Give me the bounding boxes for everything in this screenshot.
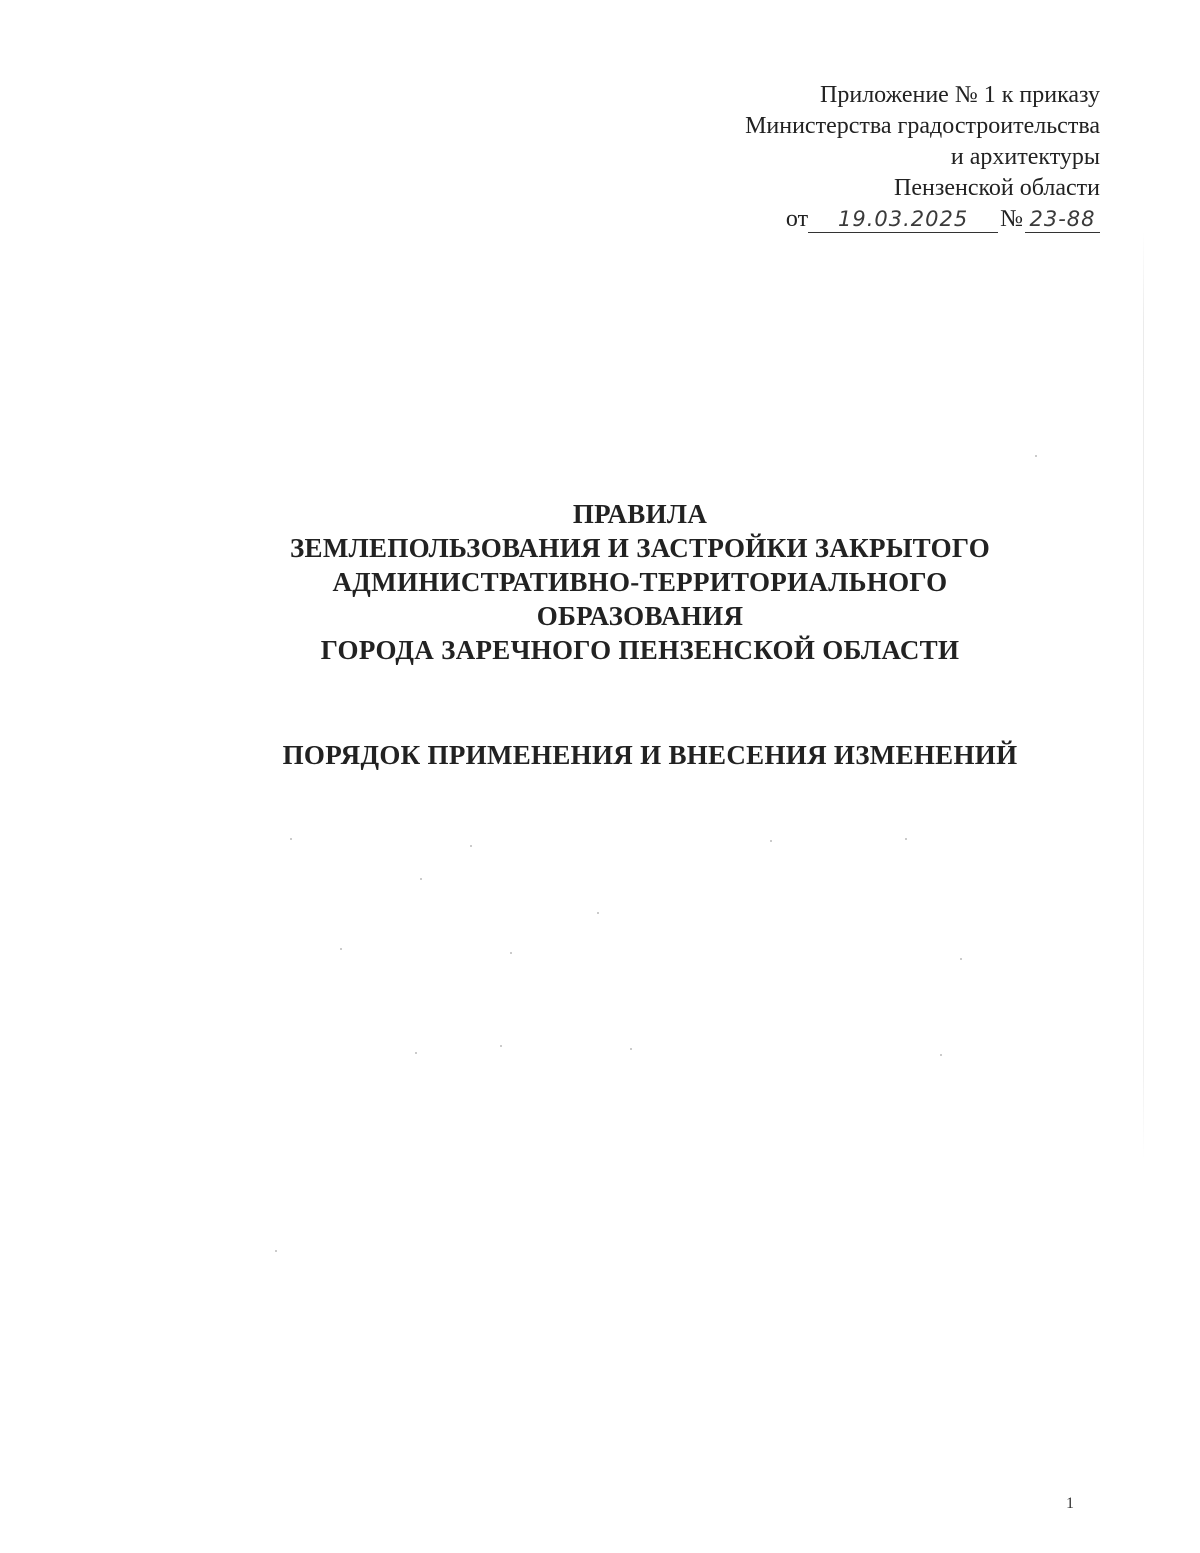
document-title [160, 497, 1120, 667]
appendix-line-1: Приложение № 1 к приказу [820, 82, 1100, 108]
page-number: 1 [1066, 1495, 1074, 1512]
appendix-line-2: Министерства градостроительства [745, 113, 1100, 139]
scan-speck [420, 878, 422, 880]
title-line-4: ОБРАЗОВАНИЯ [536, 601, 744, 631]
scan-speck [510, 952, 512, 954]
scan-speck [770, 840, 772, 842]
scan-speck [940, 1054, 942, 1056]
scan-speck [500, 1045, 502, 1047]
handwritten-date: 19.03.2025 [808, 206, 998, 233]
appendix-date-number-line [680, 204, 1100, 235]
scan-speck [415, 1052, 417, 1054]
title-line-2: ЗЕМЛЕПОЛЬЗОВАНИЯ И ЗАСТРОЙКИ ЗАКРЫТОГО [289, 533, 990, 563]
title-line-1: ПРАВИЛА [572, 499, 708, 529]
scan-speck [960, 958, 962, 960]
number-prefix: № [1000, 206, 1023, 232]
appendix-line-4: Пензенской области [894, 175, 1100, 201]
title-line-3: АДМИНИСТРАТИВНО-ТЕРРИТОРИАЛЬНОГО [332, 567, 948, 597]
scan-speck [470, 845, 472, 847]
scan-speck [630, 1048, 632, 1050]
date-prefix: от [785, 206, 809, 232]
handwritten-order-number: 23-88 [1025, 206, 1100, 233]
scan-edge-shadow [1143, 230, 1144, 1160]
scan-speck [1035, 455, 1037, 457]
scan-speck [597, 912, 599, 914]
scan-speck [905, 838, 907, 840]
scan-speck [290, 838, 292, 840]
appendix-header [680, 80, 1100, 235]
scan-speck [275, 1250, 277, 1252]
title-line-5: ГОРОДА ЗАРЕЧНОГО ПЕНЗЕНСКОЙ ОБЛАСТИ [320, 635, 960, 665]
scan-speck [340, 948, 342, 950]
document-subtitle: ПОРЯДОК ПРИМЕНЕНИЯ И ВНЕСЕНИЯ ИЗМЕНЕНИЙ [282, 740, 1018, 770]
appendix-line-3: и архитектуры [950, 144, 1100, 170]
